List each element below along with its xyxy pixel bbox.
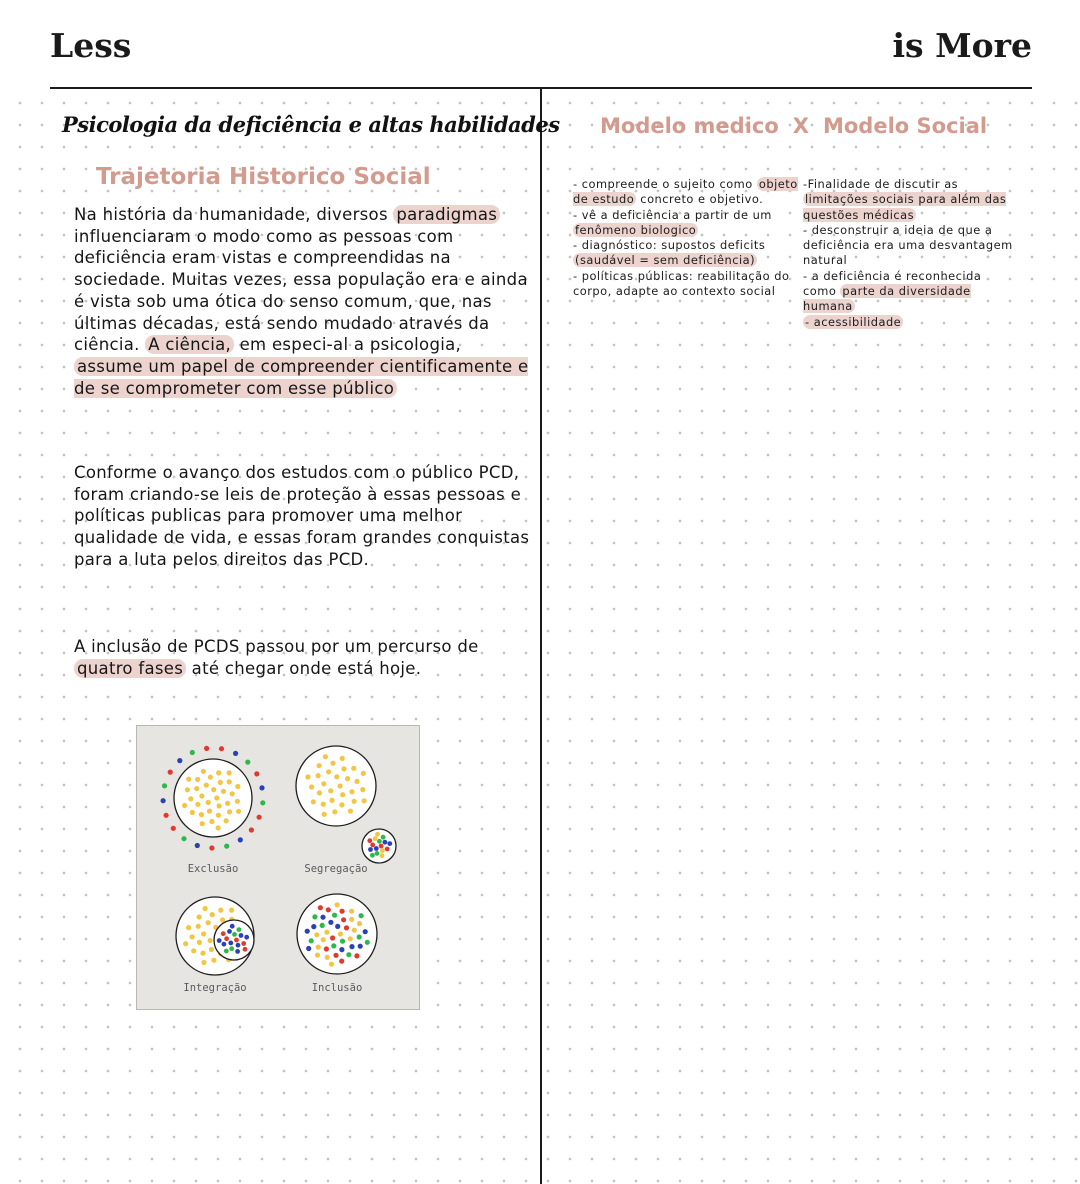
person-dot (232, 932, 237, 937)
person-dot (330, 798, 335, 803)
person-dot (352, 799, 357, 804)
person-dot (200, 821, 205, 826)
social-model-title: Modelo Social (822, 114, 988, 138)
person-dot (191, 948, 196, 953)
text: até chegar onde está hoje. (186, 658, 422, 678)
person-dot (207, 809, 212, 814)
person-dot (236, 943, 241, 948)
note-item (803, 269, 1018, 315)
person-dot (235, 784, 240, 789)
excluded-person-dot (224, 844, 229, 849)
person-dot (244, 935, 249, 940)
person-dot (196, 924, 201, 929)
person-dot (380, 848, 385, 853)
person-dot (222, 942, 227, 947)
person-dot (211, 958, 216, 963)
text: Na história da humanidade, diversos (74, 205, 394, 224)
person-dot (316, 773, 321, 778)
person-dot (332, 809, 337, 814)
highlight: assume um papel de compreender cientificamente e de se comprometer com esse público (74, 356, 529, 398)
person-dot (190, 810, 195, 815)
person-dot (311, 924, 316, 929)
person-dot (349, 909, 354, 914)
person-dot (211, 787, 216, 792)
person-dot (182, 803, 187, 808)
person-dot (237, 927, 242, 932)
highlight: objeto de estudo (573, 177, 798, 207)
text: - diagnóstico: supostos deficits (573, 238, 766, 253)
person-dot (329, 962, 334, 967)
text: A inclusão de PCDS passou por um percurso de (74, 637, 479, 656)
excluded-person-dot (245, 760, 250, 765)
person-dot (314, 932, 319, 937)
person-dot (195, 777, 200, 782)
person-dot (218, 780, 223, 785)
person-dot (227, 929, 232, 934)
highlight: - acessibilidade (805, 314, 902, 329)
person-dot (216, 770, 221, 775)
person-dot (357, 934, 362, 939)
person-dot (340, 792, 345, 797)
person-dot (340, 756, 345, 761)
person-dot (381, 835, 386, 840)
person-dot (217, 803, 222, 808)
person-dot (229, 946, 234, 951)
person-dot (349, 917, 354, 922)
note-item: - desconstruir a ideia de que a deficiência era uma desvantagem natural (803, 222, 1013, 268)
segregation-diagram (296, 746, 396, 863)
person-dot (315, 953, 320, 958)
person-dot (340, 909, 345, 914)
person-dot (306, 946, 311, 951)
person-dot (320, 923, 325, 928)
person-dot (199, 812, 204, 817)
person-dot (338, 931, 343, 936)
paragraph-laws: Conforme o avanço dos estudos com o público PCD, foram criando-se leis de proteção à essas pessoas e políticas publicas para promover uma melhor qualidade de vida, e essas foram grandes conquistas para a luta pelos direitos das PCD. (74, 463, 530, 569)
person-dot (349, 944, 354, 949)
excluded-person-dot (233, 751, 238, 756)
person-dot (234, 938, 239, 943)
person-dot (235, 949, 240, 954)
person-dot (326, 769, 331, 774)
person-dot (332, 913, 337, 918)
person-dot (324, 930, 329, 935)
person-dot (320, 915, 325, 920)
excluded-person-dot (238, 837, 243, 842)
person-dot (324, 946, 329, 951)
excluded-person-dot (219, 746, 224, 751)
person-dot (188, 796, 193, 801)
excluded-person-dot (181, 836, 186, 841)
highlight: (saudável = sem deficiência) (575, 253, 756, 268)
text: - vê a deficiência a partir de um (573, 207, 772, 222)
person-dot (316, 945, 321, 950)
note-item (803, 315, 1018, 330)
highlight: paradigmas (393, 205, 500, 224)
excluded-person-dot (171, 826, 176, 831)
excluded-person-dot (249, 827, 254, 832)
header-left: Less (50, 26, 132, 65)
person-dot (239, 933, 244, 938)
person-dot (335, 924, 340, 929)
person-dot (325, 955, 330, 960)
person-dot (339, 947, 344, 952)
person-dot (305, 929, 310, 934)
note-item: - políticas públicas: reabilitação do corpo, adapte ao contexto social (573, 268, 790, 299)
person-dot (340, 939, 345, 944)
person-dot (377, 839, 382, 844)
comparison-title (600, 114, 1010, 138)
person-dot (194, 786, 199, 791)
person-dot (346, 952, 351, 957)
note-item (803, 177, 1018, 223)
text: - a deficiência é reconhecida como (803, 268, 982, 299)
person-dot (197, 914, 202, 919)
person-dot (227, 779, 232, 784)
person-dot (197, 940, 202, 945)
column-divider (540, 88, 542, 1184)
person-dot (209, 947, 214, 952)
person-dot (370, 853, 375, 858)
person-dot (367, 838, 372, 843)
medical-model-notes (573, 177, 798, 299)
person-dot (206, 800, 211, 805)
excluded-person-dot (162, 783, 167, 788)
person-dot (186, 925, 191, 930)
person-dot (341, 917, 346, 922)
excluded-person-dot (257, 815, 262, 820)
person-dot (201, 931, 206, 936)
person-dot (374, 846, 379, 851)
note-item (573, 208, 798, 239)
person-dot (383, 840, 388, 845)
person-dot (358, 944, 363, 949)
person-dot (360, 787, 365, 792)
label-segregation: Segregação (304, 863, 368, 875)
person-dot (334, 774, 339, 779)
person-dot (203, 906, 208, 911)
excluded-person-dot (164, 813, 169, 818)
person-dot (318, 905, 323, 910)
person-dot (183, 941, 188, 946)
person-dot (312, 914, 317, 919)
person-dot (375, 851, 380, 856)
person-dot (216, 813, 221, 818)
excluded-person-dot (254, 771, 259, 776)
page-header (0, 0, 1080, 88)
person-dot (230, 924, 235, 929)
person-dot (190, 934, 195, 939)
inclusion-diagram (297, 894, 377, 974)
excluded-person-dot (168, 770, 173, 775)
text: influenciaram o modo como as pessoas com deficiência eram vistas e compreendidas na sociedade. Muitas vezes, essa população era e ainda é vista sob uma ótica do senso comum, que, nas últimas décadas, está sendo mudado através da ciência. (74, 226, 528, 355)
person-dot (328, 788, 333, 793)
person-dot (199, 793, 204, 798)
label-exclusion: Exclusão (187, 863, 239, 875)
person-dot (208, 938, 213, 943)
person-dot (380, 853, 385, 858)
person-dot (243, 947, 248, 952)
person-dot (229, 908, 234, 913)
person-dot (339, 959, 344, 964)
person-dot (352, 928, 357, 933)
note-item (573, 238, 798, 269)
highlight: quatro fases (74, 659, 186, 678)
person-dot (317, 790, 322, 795)
person-dot (208, 775, 213, 780)
person-dot (354, 953, 359, 958)
person-dot (224, 818, 229, 823)
excluded-person-dot (209, 845, 214, 850)
person-dot (335, 902, 340, 907)
text: -Finalidade de discutir as (803, 177, 959, 191)
person-dot (330, 761, 335, 766)
person-dot (368, 847, 373, 852)
person-dot (326, 907, 331, 912)
medical-model-title: Modelo medico (600, 114, 779, 138)
person-dot (362, 798, 367, 803)
label-integration: Integração (183, 982, 247, 994)
text: concreto e objetivo. (636, 192, 764, 207)
person-dot (224, 949, 229, 954)
person-dot (339, 802, 344, 807)
person-dot (349, 789, 354, 794)
person-dot (186, 777, 191, 782)
person-dot (218, 908, 223, 913)
person-dot (185, 787, 190, 792)
person-dot (341, 766, 346, 771)
person-dot (365, 940, 370, 945)
person-dot (220, 917, 225, 922)
excluded-person-dot (161, 798, 166, 803)
person-dot (228, 941, 233, 946)
excluded-person-dot (195, 843, 200, 848)
person-dot (227, 770, 232, 775)
person-dot (338, 783, 343, 788)
integration-diagram (176, 897, 254, 975)
highlight: A ciência, (145, 335, 234, 354)
person-dot (224, 936, 229, 941)
person-dot (321, 781, 326, 786)
person-dot (200, 951, 205, 956)
highlight: parte da diversidade humana (803, 284, 971, 314)
person-dot (216, 825, 221, 830)
highlight: limitações sociais para além das questões médicas (803, 192, 1007, 222)
person-dot (311, 799, 316, 804)
person-dot (387, 841, 392, 846)
person-dot (331, 943, 336, 948)
person-dot (209, 819, 214, 824)
person-dot (370, 843, 375, 848)
excluded-person-dot (259, 785, 264, 790)
person-dot (373, 836, 378, 841)
person-dot (328, 920, 333, 925)
inclusion-phases-figure (136, 725, 420, 1010)
person-dot (375, 832, 380, 837)
person-dot (351, 766, 356, 771)
person-dot (330, 935, 335, 940)
person-dot (359, 913, 364, 918)
person-dot (348, 936, 353, 941)
excluded-person-dot (260, 800, 265, 805)
person-dot (357, 921, 362, 926)
paragraph-history (74, 204, 534, 399)
person-dot (217, 938, 222, 943)
person-dot (379, 844, 384, 849)
person-dot (201, 769, 206, 774)
person-dot (385, 847, 390, 852)
person-dot (363, 929, 368, 934)
highlight: fenômeno biologico (575, 222, 697, 237)
person-dot (348, 809, 353, 814)
paragraph-phases (74, 636, 534, 679)
phases-diagram (137, 726, 419, 1009)
person-dot (345, 776, 350, 781)
person-dot (309, 784, 314, 789)
person-dot (201, 960, 206, 965)
group-boundary (174, 759, 252, 837)
person-dot (321, 937, 326, 942)
person-dot (235, 799, 240, 804)
person-dot (195, 802, 200, 807)
person-dot (221, 789, 226, 794)
person-dot (230, 791, 235, 796)
person-dot (323, 754, 328, 759)
person-dot (214, 795, 219, 800)
exclusion-diagram (161, 746, 266, 851)
note-item (573, 177, 798, 208)
person-dot (236, 809, 241, 814)
person-dot (361, 771, 366, 776)
person-dot (221, 931, 226, 936)
person-dot (225, 801, 230, 806)
person-dot (241, 941, 246, 946)
person-dot (344, 925, 349, 930)
versus-label: X (792, 114, 809, 138)
label-inclusion: Inclusão (311, 982, 363, 994)
person-dot (227, 809, 232, 814)
person-dot (317, 763, 322, 768)
section-title: Trajetoria Historico Social (96, 164, 431, 190)
person-dot (204, 783, 209, 788)
person-dot (321, 802, 326, 807)
person-dot (333, 953, 338, 958)
header-right: is More (892, 26, 1032, 65)
person-dot (309, 938, 314, 943)
excluded-person-dot (204, 746, 209, 751)
page-title: Psicologia da deficiência e altas habilidades (62, 112, 560, 137)
text: em especi-al a psicologia, (234, 335, 462, 355)
text: - compreende o sujeito como (573, 177, 757, 191)
excluded-person-dot (190, 750, 195, 755)
person-dot (322, 812, 327, 817)
social-model-notes (803, 177, 1018, 330)
person-dot (210, 912, 215, 917)
excluded-person-dot (177, 758, 182, 763)
person-dot (305, 774, 310, 779)
person-dot (354, 779, 359, 784)
person-dot (206, 920, 211, 925)
